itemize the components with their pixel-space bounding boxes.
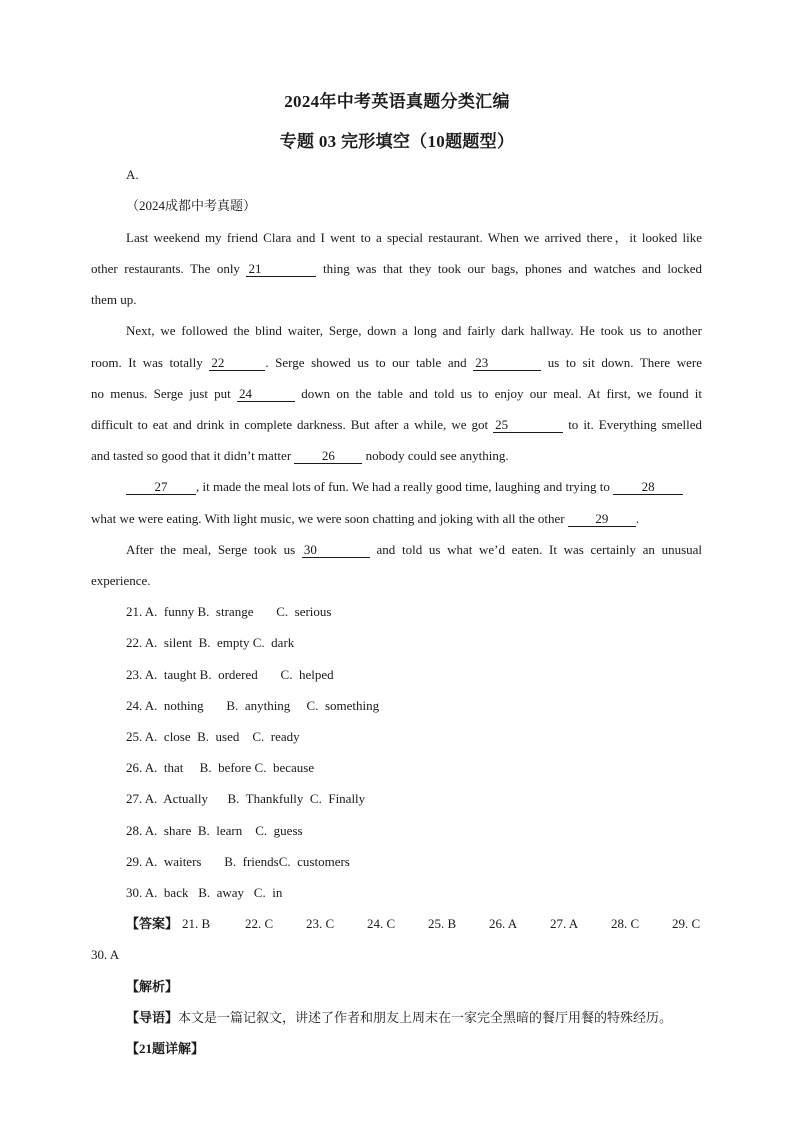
answer-label: 【答案】 <box>126 916 179 931</box>
answer-item: 26. A <box>489 916 518 931</box>
answer-item: 22. C <box>245 916 274 931</box>
passage-line: 27 , it made the meal lots of fun. We had a really good time, laughing and trying to 28 <box>126 479 683 495</box>
section-label: A. <box>126 167 139 182</box>
blank-25: 25 <box>493 418 563 433</box>
passage-line: what we were eating. With light music, we were soon chatting and joking with all the other 29 . <box>91 511 640 526</box>
blank-24: 24 <box>237 387 295 402</box>
passage-line: room. It was totally 22 . Serge showed us to our table and 23 us to sit down. There were <box>91 355 702 370</box>
option-line-22: 22. A. silent B. empty C. dark <box>126 635 295 650</box>
blank-29: 29 <box>568 512 636 527</box>
answer-item: 28. C <box>611 916 640 931</box>
option-line-23: 23. A. taught B. ordered C. helped <box>126 667 334 682</box>
answer-item: 24. C <box>367 916 396 931</box>
document-title: 2024年中考英语真题分类汇编 <box>284 92 510 111</box>
intro-label: 【导语】 <box>126 1010 179 1025</box>
option-line-25: 25. A. close B. used C. ready <box>126 729 300 744</box>
option-line-26: 26. A. that B. before C. because <box>126 760 315 775</box>
intro-line <box>126 1010 672 1026</box>
answer-item: 29. C <box>672 916 701 931</box>
blank-21: 21 <box>246 262 316 277</box>
passage-line: them up. <box>91 292 137 307</box>
blank-28: 28 <box>613 480 683 495</box>
answer-item: 23. C <box>306 916 335 931</box>
blank-26: 26 <box>294 449 362 464</box>
blank-27: 27 <box>126 480 196 495</box>
option-line-30: 30. A. back B. away C. in <box>126 885 283 900</box>
answer-item: 27. A <box>550 916 579 931</box>
blank-30: 30 <box>302 543 370 558</box>
option-line-24: 24. A. nothing B. anything C. something <box>126 698 380 713</box>
answer-item: 21. B <box>182 916 211 931</box>
passage-line: no menus. Serge just put 24 down on the table and told us to enjoy our meal. At first, we found it <box>91 386 703 401</box>
detail-label: 【21题详解】 <box>126 1041 205 1056</box>
blank-23: 23 <box>473 356 541 371</box>
option-line-28: 28. A. share B. learn C. guess <box>126 823 303 838</box>
passage-line: and tasted so good that it didn’t matter 26 nobody could see anything. <box>91 448 509 463</box>
option-line-27: 27. A. Actually B. Thankfully C. Finally <box>126 791 366 806</box>
option-line-21: 21. A. funny B. strange C. serious <box>126 604 332 619</box>
document-subtitle: 专题 03 完形填空（10题题型） <box>279 132 515 151</box>
blank-22: 22 <box>209 356 265 371</box>
source-label: （2024成都中考真题） <box>126 198 257 213</box>
passage-line: other restaurants. The only 21 thing was that they took our bags, phones and watches and locked <box>91 261 703 276</box>
passage-line: Next, we followed the blind waiter, Serge, down a long and fairly dark hallway. He took us to another <box>126 323 702 338</box>
intro-text: 本文是一篇记叙文，讲述了作者和朋友上周末在一家完全黑暗的餐厅用餐的特殊经历。 <box>178 1010 673 1025</box>
passage-line: difficult to eat and drink in complete darkness. But after a while, we got 25 to it. Everything smelled <box>91 417 703 432</box>
answer-item: 30. A <box>91 947 120 962</box>
passage-line: After the meal, Serge took us 30 and told us what we’d eaten. It was certainly an unusual <box>126 542 703 557</box>
analysis-label: 【解析】 <box>126 979 179 994</box>
passage-line: experience. <box>91 573 151 588</box>
option-line-29: 29. A. waiters B. friendsC. customers <box>126 854 350 869</box>
passage-line: Last weekend my friend Clara and I went to a special restaurant. When we arrived there，it looked like <box>126 230 702 245</box>
answer-item: 25. B <box>428 916 457 931</box>
